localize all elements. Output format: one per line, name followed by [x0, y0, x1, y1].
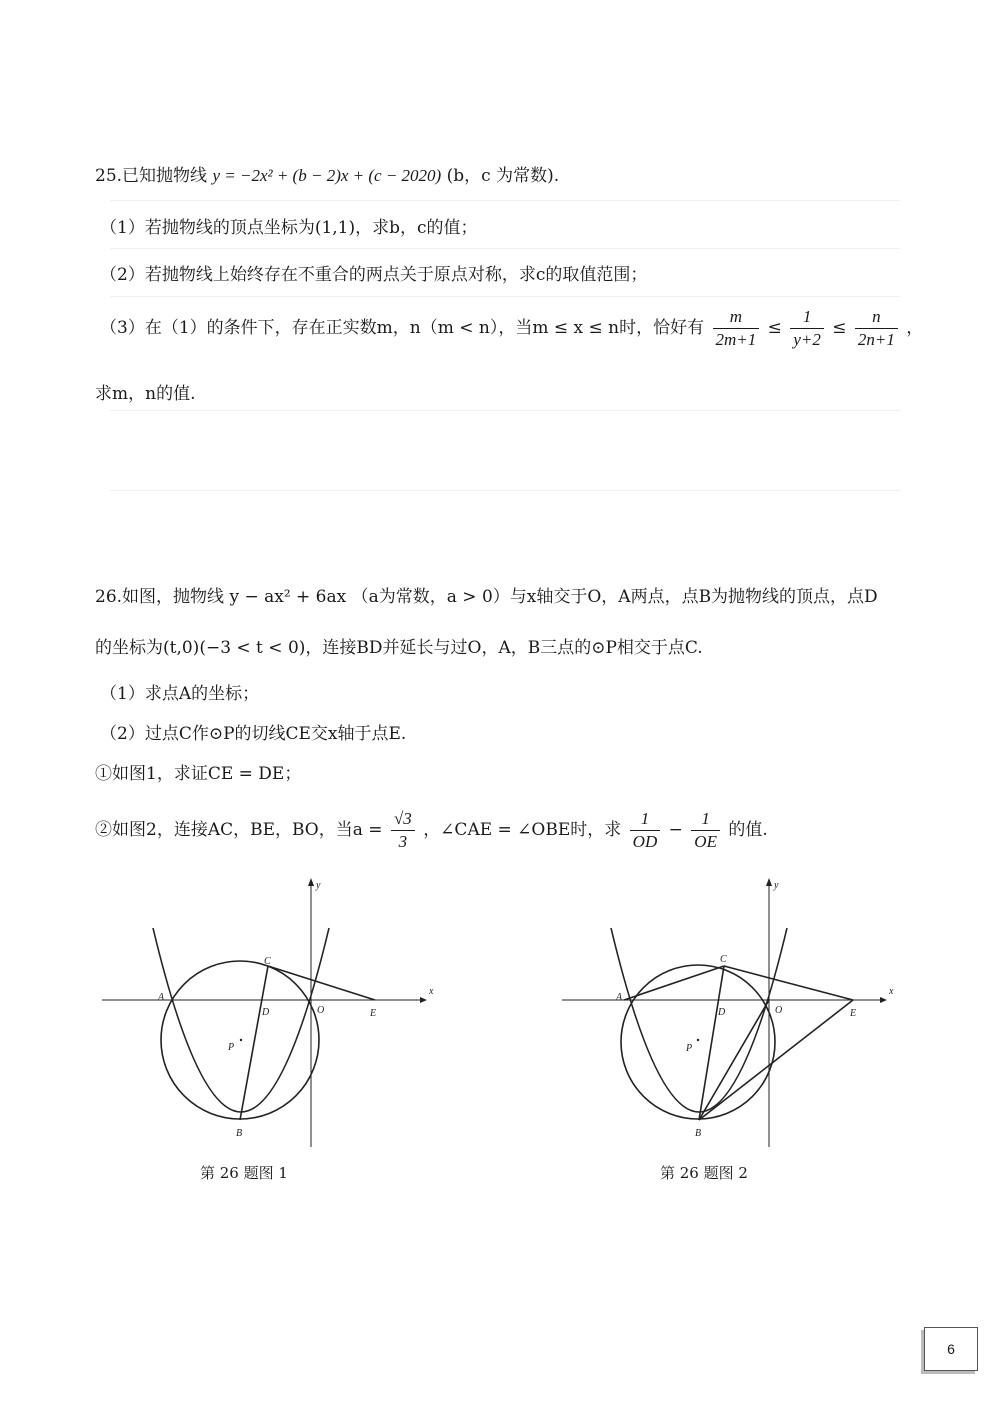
segment-ac [624, 966, 724, 1000]
y-axis-arrow-icon [308, 878, 314, 886]
label-p: P [686, 1043, 693, 1054]
q25-equation: y = −2x² + (b − 2)x + (c − 2020) [212, 166, 442, 185]
q26-part2b: ②如图2，连接AC，BE，BO，当a = $\frac{√3}{3}$ ，∠CAE = ∠OBE时，求 $\frac{1}{OD}$ − $\frac{1}{OE}$ 的值. [95, 809, 768, 851]
label-d: D [262, 1007, 270, 1018]
fraction-m: $\frac{m}{2m+1}$ [713, 306, 760, 351]
ruled-line [110, 200, 900, 201]
label-c: C [720, 954, 727, 965]
label-o: O [317, 1005, 325, 1016]
segment-bc [240, 966, 268, 1120]
x-axis-arrow-icon [420, 997, 427, 1003]
label-b: B [236, 1128, 243, 1139]
q25-part3-continued: 求m，n的值. [95, 384, 196, 404]
label-p: P [228, 1042, 235, 1053]
fraction-1-od: $\frac{1}{OD}$ [630, 808, 661, 853]
q26-part2: （2）过点C作⊙P的切线CE交x轴于点E. [100, 724, 407, 744]
x-axis-arrow-icon [880, 997, 887, 1003]
q26-part1: （1）求点A的坐标； [100, 684, 260, 704]
fraction-y: $\frac{1}{y+2}$ [790, 306, 824, 351]
parabola [611, 928, 787, 1112]
q26-part2a: ①如图1，求证CE = DE； [95, 764, 302, 784]
point-p [697, 1039, 699, 1041]
label-y: y [774, 880, 779, 891]
ruled-line [110, 248, 900, 249]
page-number [924, 1327, 978, 1371]
q26-stem-line2: 的坐标为(t,0)(−3 < t < 0)，连接BD并延长与过O，A，B三点的⊙P相交于点C. [95, 638, 703, 658]
ruled-line [110, 296, 900, 297]
tangent-ce [268, 966, 375, 1000]
q25-part3-pre: （3）在（1）的条件下，存在正实数m，n（m < n），当m ≤ x ≤ n时，恰好有 [100, 318, 705, 338]
tangent-ce [724, 966, 853, 1000]
label-x: x [889, 986, 894, 997]
fraction-a-value: $\frac{√3}{3}$ [391, 808, 415, 853]
q25-stem-post: (b，c 为常数). [446, 166, 560, 186]
segment-be [699, 1000, 853, 1120]
ruled-line [110, 490, 900, 491]
label-a: A [158, 992, 165, 1003]
fraction-n: $\frac{n}{2n+1}$ [855, 306, 898, 351]
q25-part1: （1）若抛物线的顶点坐标为(1,1)，求b，c的值； [100, 218, 478, 238]
label-c: C [264, 956, 271, 967]
q25-stem-pre: 25.已知抛物线 [95, 166, 208, 186]
y-axis-arrow-icon [766, 878, 772, 886]
segment-bc [699, 966, 724, 1120]
label-e: E [370, 1008, 377, 1019]
figure-1 [95, 870, 455, 1160]
point-p [240, 1039, 242, 1041]
q25-stem [95, 164, 559, 188]
page-number-text: 6 [947, 1341, 955, 1357]
fraction-1-oe: $\frac{1}{OE}$ [691, 808, 720, 853]
figure-2-caption: 第 26 题图 2 [660, 1164, 748, 1182]
label-o: O [775, 1005, 783, 1016]
figure-1-caption: 第 26 题图 1 [200, 1164, 288, 1182]
parabola [153, 928, 329, 1112]
q26-stem-line1: 26.如图，抛物线 y − ax² + 6ax （a为常数，a > 0）与x轴交于O，A两点，点B为抛物线的顶点，点D [95, 587, 878, 607]
q25-part2: （2）若抛物线上始终存在不重合的两点关于原点对称，求c的取值范围； [100, 265, 648, 285]
label-y: y [316, 880, 321, 891]
label-x: x [429, 986, 434, 997]
ruled-line [110, 410, 900, 411]
label-a: A [616, 992, 623, 1003]
figure-2 [555, 870, 905, 1160]
label-b: B [695, 1128, 702, 1139]
q25-part3: （3）在（1）的条件下，存在正实数m，n（m < n），当m ≤ x ≤ n时，恰好有 $\frac{m}{2m+1}$ ≤ $\frac{1}{y+2}$ ≤ $\frac{n}{2n+1}$ ， [100, 307, 924, 349]
label-d: D [718, 1007, 726, 1018]
label-e: E [850, 1008, 857, 1019]
